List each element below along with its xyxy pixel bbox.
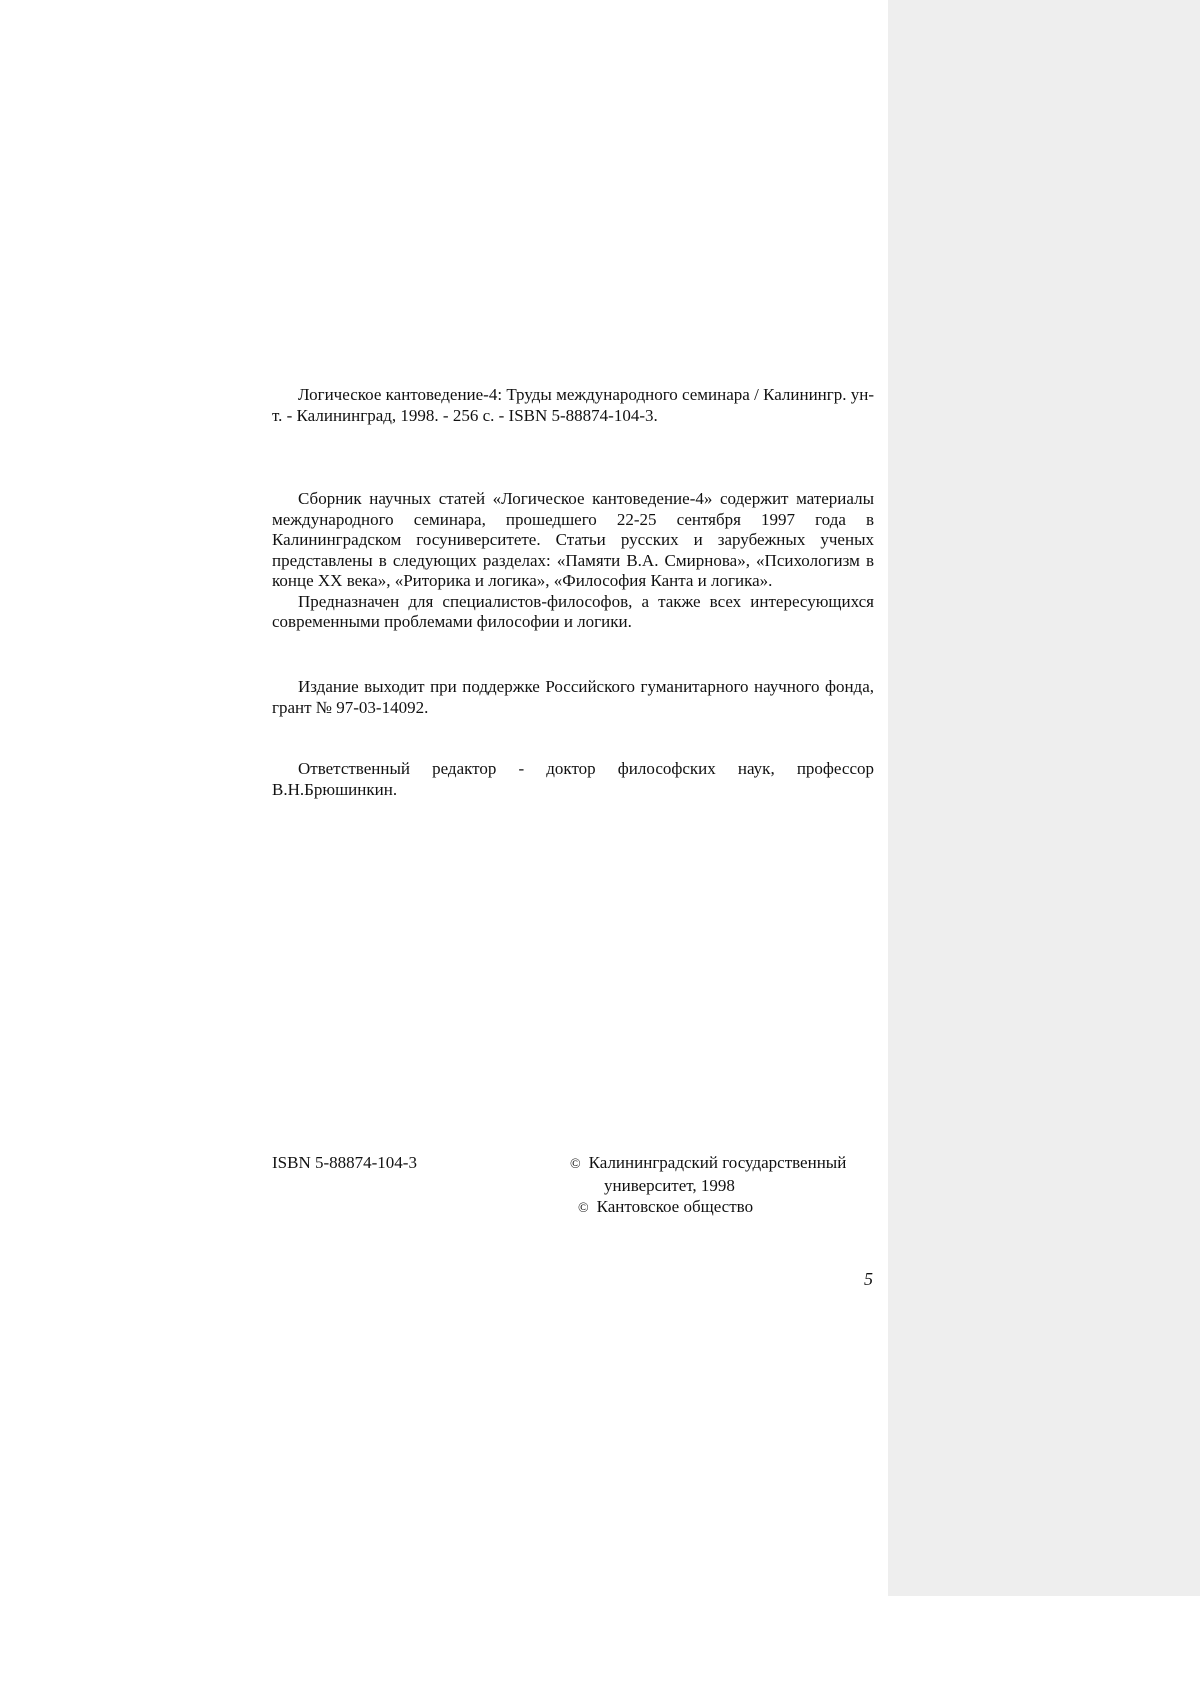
grant-text: Издание выходит при поддержке Российского гуманитарного научного фонда, грант № 97-03-14092. bbox=[272, 677, 874, 717]
copyright-line-1 bbox=[570, 1152, 890, 1175]
citation-text: Логическое кантоведение-4: Труды международного семинара / Калинингр. ун-т. - Калининград, 1998. - 256 с. - ISBN 5-88874-104-3. bbox=[272, 385, 874, 425]
annotation bbox=[272, 489, 874, 633]
copyright-icon: © bbox=[570, 1157, 581, 1172]
copyright-holder-1-continued: университет, 1998 bbox=[604, 1176, 735, 1195]
footer-isbn: ISBN 5-88874-104-3 bbox=[272, 1153, 417, 1172]
side-panel bbox=[888, 0, 1200, 1596]
copyright-icon: © bbox=[578, 1201, 589, 1216]
bibliographic-citation bbox=[272, 385, 874, 426]
copyright-holder-2: Кантовское общество bbox=[596, 1197, 754, 1216]
annotation-paragraph-1: Сборник научных статей «Логическое кантоведение-4» содержит материалы международного семинара, прошедшего 22-25 сентября 1997 года в Калининградском госуниверситете. Статьи русских и зарубежных ученых представлены в следующих разделах: «Памяти В.А. Смирнова», «Психологизм в конце XX века», «Риторика и логика», «Философия Канта и логика». bbox=[272, 489, 874, 590]
editor-text: Ответственный редактор - доктор философских наук, профессор В.Н.Брюшинкин. bbox=[272, 759, 874, 799]
copyright-block bbox=[570, 1152, 890, 1219]
copyright-line-2 bbox=[570, 1196, 890, 1219]
grant-note bbox=[272, 677, 874, 718]
editor-note bbox=[272, 759, 874, 800]
copyright-holder-1: Калининградский государственный bbox=[588, 1153, 847, 1172]
page-number: 5 bbox=[864, 1269, 873, 1289]
annotation-paragraph-2: Предназначен для специалистов-философов, а также всех интересующихся современными проблемами философии и логики. bbox=[272, 591, 874, 631]
